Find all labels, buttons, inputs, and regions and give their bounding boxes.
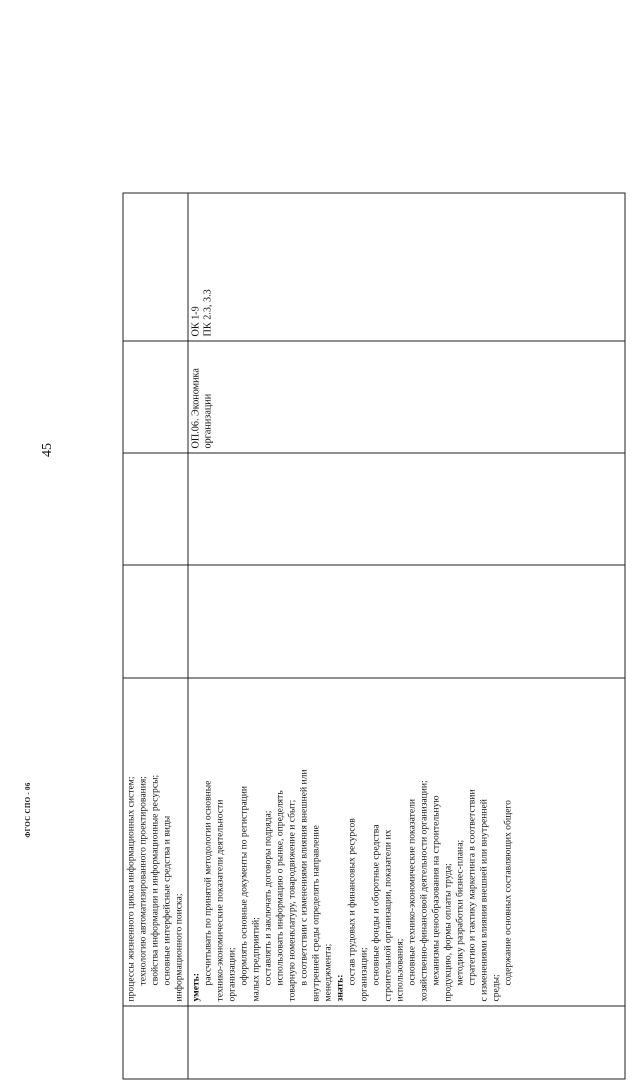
cell-empty-a (188, 565, 625, 678)
umet-line: в соответствии с изменениями влияния внешней или (298, 769, 310, 986)
page-number: 45 (40, 443, 55, 457)
znat-line: использования; (394, 938, 406, 1002)
umet-line: менеджмента; (322, 943, 334, 1002)
znat-line: хозяйственно-финансовой деятельности организации; (418, 780, 430, 1002)
cell-competencies (188, 193, 625, 341)
znat-line: с изменениями влияния внешней или внутренней (478, 799, 490, 1002)
znat-line: организации; (358, 947, 370, 1002)
cell-empty-b-top (123, 453, 188, 565)
znat-list (347, 683, 515, 1002)
top-row-line: основные интерфейсные средства и виды (161, 815, 173, 986)
cell-index-top (123, 1006, 188, 1079)
umet-line: использовать информацию о рынке, определять (274, 790, 286, 986)
umet-line: рассчитывать по принятой методологии основные (202, 780, 214, 986)
umet-line: технико-экономические показатели деятельности (214, 799, 226, 1002)
znat-line: состав трудовых и финансовых ресурсов (346, 818, 358, 986)
umet-heading: уметь: (190, 973, 202, 1002)
umet-line: внутренней среды определять направление (310, 825, 322, 1002)
cell-empty-b (188, 453, 625, 565)
competency-code: ОК 1-9 (190, 306, 202, 337)
znat-line: основные технико-экономические показатели (406, 799, 418, 986)
znat-line: методику разработки бизнес-плана; (454, 839, 466, 986)
znat-line: содержание основных составляющих общего (502, 800, 514, 986)
top-row-line: технологию автоматизированного проектирования; (137, 776, 149, 986)
cell-content-top (123, 678, 188, 1006)
competency-table (123, 248, 626, 1080)
umet-list (203, 683, 335, 1002)
top-row-line: свойства информации и информационные ресурсы; (149, 774, 161, 986)
competency-code: ПК 2.3, 3.3 (202, 289, 214, 337)
table-row-continuation (123, 193, 188, 1079)
znat-line: основные фонды и оборотные средства (370, 824, 382, 986)
znat-line: строительной организации, показатели их (382, 829, 394, 1002)
top-row-line: процессы жизненного цикла информационных систем; (125, 776, 137, 1002)
footer-code: ФГОС СПО - 06 (24, 782, 32, 838)
znat-heading: знать: (334, 974, 346, 1002)
cell-competency-top (123, 193, 188, 341)
top-row-line: информационного поиска; (173, 893, 185, 1002)
cell-index (188, 1006, 625, 1079)
cell-requirements (188, 678, 625, 1006)
competency-list (191, 198, 215, 337)
umet-line: малых предприятий; (250, 917, 262, 1002)
znat-line: механизмы ценообразования на строительную (430, 795, 442, 986)
znat-line: среды; (490, 974, 502, 1002)
umet-line: товарную номенклатуру, товародвижение и сбыт; (286, 799, 298, 1002)
znat-line: продукцию, формы оплаты труда; (442, 863, 454, 1002)
cell-discipline-top (123, 341, 188, 453)
cell-discipline: ОП.06. Экономика организации (188, 341, 625, 453)
table-row-economics (188, 193, 625, 1079)
znat-line: стратегию и тактику маркетинга в соответствии (466, 789, 478, 986)
umet-line: организации; (226, 947, 238, 1002)
umet-line: составлять и заключать договоры подряда; (262, 810, 274, 986)
cell-empty-a-top (123, 565, 188, 678)
umet-line: оформлять основные документы по регистрации (238, 785, 250, 986)
